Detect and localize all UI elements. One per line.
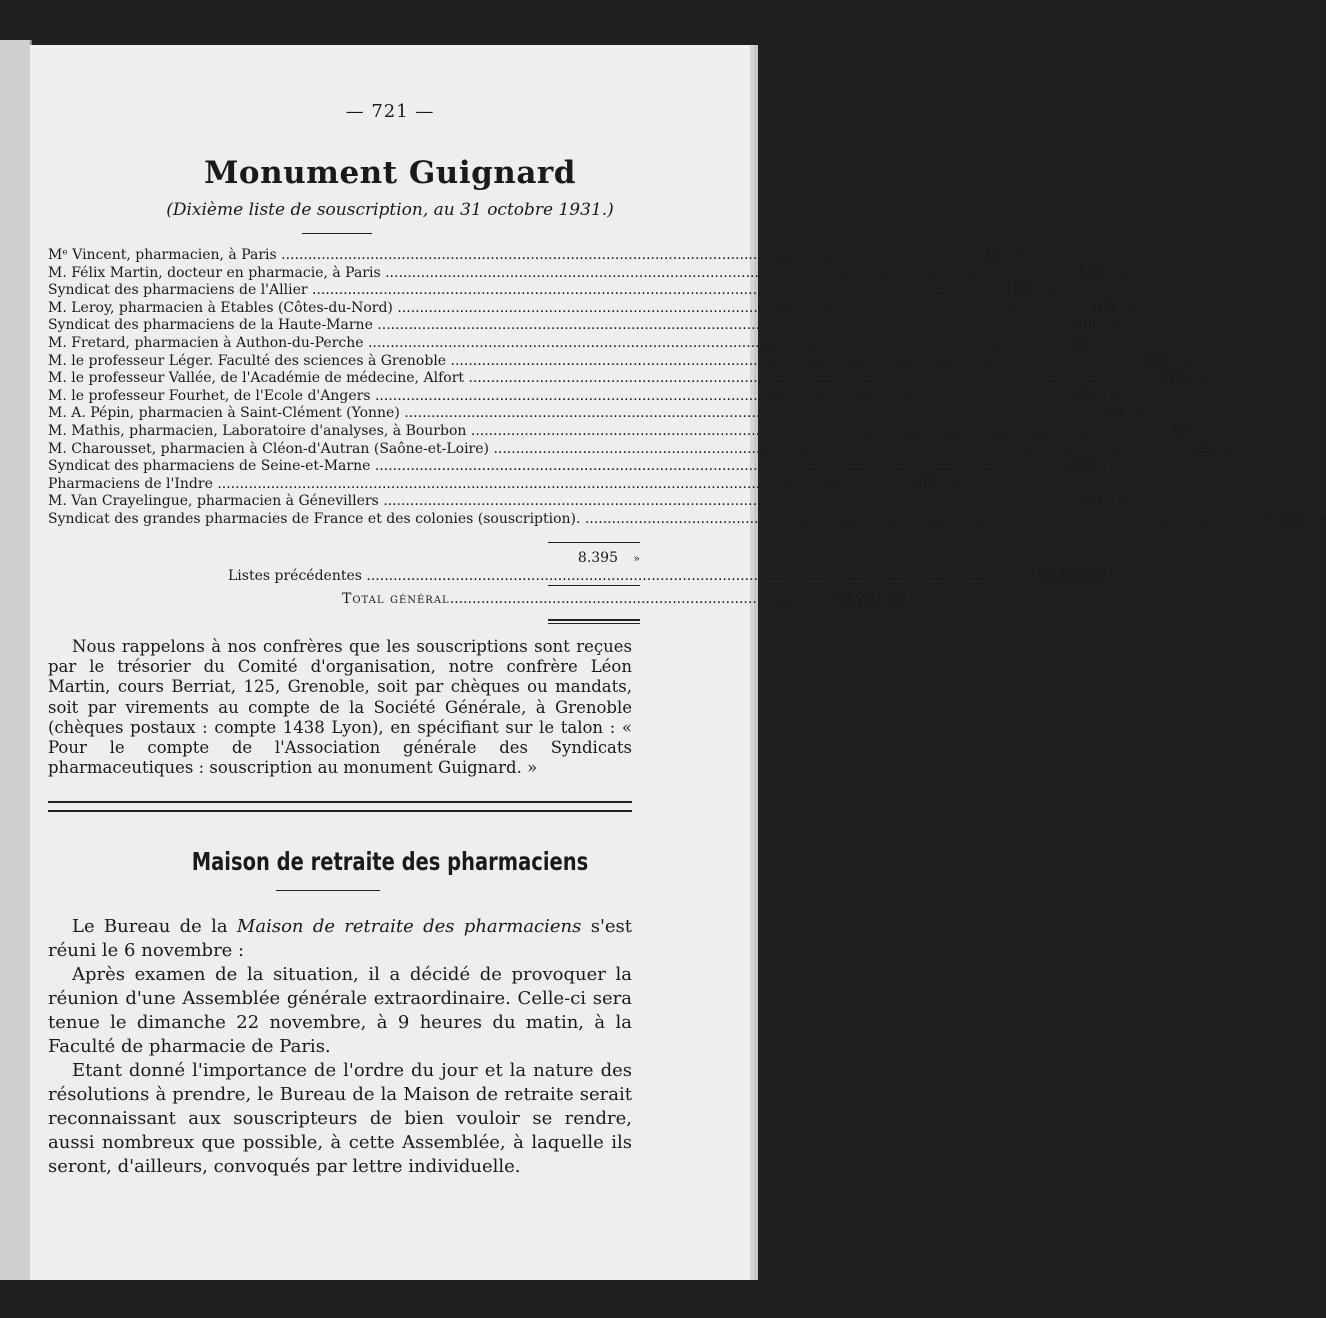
subscriber-name: Pharmaciens de l'Indre ..... [48, 476, 858, 494]
subscription-amount: 100 [1089, 299, 1117, 316]
subscription-row [48, 264, 1126, 283]
separator-top [48, 801, 632, 803]
subscription-row [48, 387, 1116, 406]
subscription-amount: 25 [1194, 440, 1213, 457]
subscription-unit: » [1319, 512, 1326, 526]
subscription-row [48, 317, 1119, 335]
subscriber-name: M. le professeur Fourhet, de l'Ecole d'Angers ..... [48, 388, 1016, 406]
subscription-amount: 50 [1084, 493, 1103, 510]
subscription-list [48, 247, 1326, 529]
subscription-amount: 100 [1077, 264, 1104, 281]
subscriber-name: M. Van Crayelingue, pharmacien à Génevillers ..... [48, 493, 1024, 511]
subscription-amount: 100 [1142, 352, 1170, 369]
subscription-unit: » [1204, 424, 1212, 438]
subscriber-name: M. Charousset, pharmacien à Cléon-d'Autran (Saône-et-Loire) ..... [48, 441, 1134, 459]
subscription-unit: » [1117, 495, 1125, 509]
total-cents: 30 [887, 591, 906, 608]
subscription-row [48, 475, 959, 494]
maison-paragraph-1: Le Bureau de la Maison de retraite des pharmaciens s'est réuni le 6 novembre : [48, 916, 633, 961]
subscription-unit: » [1109, 389, 1116, 403]
subscription-amount: 40 [982, 247, 1000, 263]
subscription-row [48, 458, 1116, 476]
subscriber-name: Mᵉ Vincent, pharmacien, à Paris ..... [48, 247, 922, 265]
subscription-amount: 30 [1105, 405, 1124, 422]
title-rule [302, 233, 372, 234]
maison-paragraph-2: Après examen de la situation, il a décidé de provoquer la réunion d'une Assemblée générale extraordinaire. Celle-ci sera tenue le dimanche 22 novembre, à 9 heures du matin, à la Faculté de pharmacie de Paris. [48, 964, 632, 1057]
subscription-unit: » [1119, 266, 1126, 280]
subscription-row [48, 247, 1022, 265]
total-amount: 68.221 [834, 591, 884, 608]
subscription-row [48, 334, 1109, 353]
subscription-amount: 200 [1066, 458, 1094, 475]
subscription-unit: » [1227, 442, 1235, 456]
subscription-amount: 100 [1004, 282, 1031, 299]
subscription-unit: » [1046, 284, 1053, 298]
subscriber-name: M. le professeur Vallée, de l'Académie de médecine, Alfort ..... [48, 370, 1109, 388]
total-rule-2 [548, 623, 640, 624]
subscriber-name: M. A. Pépin, pharmacien à Saint-Clément (Yonne) ..... [48, 405, 1045, 423]
subscription-row [48, 422, 1212, 441]
document-page [30, 45, 1326, 1280]
subscription-row [48, 352, 1192, 371]
subscriber-name: Syndicat des pharmaciens de l'Allier ..... [48, 282, 953, 300]
subscription-row [48, 282, 1053, 300]
subscription-row [48, 493, 1125, 511]
subscription-unit: » [1015, 249, 1022, 262]
subscription-amount: 20 [1068, 334, 1087, 351]
section-subtitle: (Dixième liste de souscription, au 31 octobre 1931.) [166, 200, 614, 220]
subscription-amount: 25 [1075, 387, 1094, 404]
subscriber-name: M. le professeur Léger. Faculté des sciences à Grenoble ..... [48, 353, 1091, 371]
subscription-row [48, 510, 1326, 529]
total-rule-1 [548, 619, 640, 621]
section-title-maison: Maison de retraite des pharmaciens [191, 847, 589, 876]
subscription-amount: 100 [1160, 370, 1188, 387]
subscription-amount: 60 [1171, 422, 1190, 439]
subscriber-name: Syndicat des grandes pharmacies de France et des colonies (souscription). ..... [48, 511, 1226, 529]
subscription-unit: » [1111, 319, 1119, 333]
totals-block [48, 550, 1108, 609]
subscription-row [48, 440, 1235, 459]
page-number: — 721 — [345, 101, 435, 122]
subscription-unit: » [1138, 407, 1146, 421]
subscription-amount: 7.145 [1263, 510, 1304, 527]
section-title-monument: Monument Guignard [204, 155, 576, 191]
subscription-notice: Nous rappelons à nos confrères que les souscriptions sont reçues par le trésorier du Comité d'organisation, notre confrère Léon Martin, cours Berriat, 125, Grenoble, soit par chèques ou mandats, soit par virements au compte de la Société Générale, à Grenoble (chèques postaux : compte 1438 Lyon), en spécifiant sur le talon : « Pour le compte de l'Association générale des Syndicats pharmaceutiques : souscription au monument Guignard. » [48, 637, 632, 778]
subtotal-row [48, 550, 640, 568]
separator-bottom [48, 810, 632, 812]
previous-row [48, 567, 1108, 586]
subscription-row [48, 405, 1146, 423]
maison-text [48, 915, 632, 1179]
title2-rule [276, 890, 380, 891]
subscription-unit: » [951, 477, 959, 491]
left-page-edge [0, 40, 32, 1280]
subscription-unit: » [1108, 460, 1116, 474]
total-label: Total général [342, 591, 450, 608]
subscription-amount: 100 [909, 475, 937, 492]
subscription-row [48, 299, 1139, 318]
total-row [48, 591, 906, 609]
previous-amount: 59.826 [1036, 567, 1086, 584]
subscriber-name: M. Leroy, pharmacien à Etables (Côtes-du-Nord) ..... [48, 300, 1038, 318]
subscription-row [48, 370, 1210, 388]
subscription-amount: 200 [1069, 317, 1097, 334]
previous-cents: 30 [1089, 567, 1108, 584]
subtotal-rule [548, 542, 640, 543]
subtotal-amount: 8.395 [577, 550, 618, 566]
subscriber-name: Syndicat des pharmaciens de la Haute-Marne ..... [48, 317, 1018, 335]
subscriber-name: M. Mathis, pharmacien, Laboratoire d'analyses, à Bourbon ..... [48, 423, 1112, 441]
subscriber-name: M. Félix Martin, docteur en pharmacie, à Paris ..... [48, 265, 1026, 283]
maison-paragraph-3: Etant donné l'importance de l'ordre du jour et la nature des résolutions à prendre, le Bureau de la Maison de retraite serait reconnaissant aux souscripteurs de bien vouloir se rendre, aussi nombreux que possible, à cette Assemblée, à laquelle ils seront, d'ailleurs, convoqués par lettre individuelle. [48, 1060, 632, 1177]
subscription-unit: » [1102, 336, 1109, 350]
subtotal-unit: » [633, 552, 640, 565]
subscription-unit: » [1184, 354, 1192, 368]
subscription-unit: » [1131, 301, 1139, 315]
subscriber-name: M. Fretard, pharmacien à Authon-du-Perche ..... [48, 335, 1009, 353]
subscription-unit: » [1202, 372, 1210, 386]
subscriber-name: Syndicat des pharmaciens de Seine-et-Marne ..... [48, 458, 1016, 476]
previous-label: Listes précédentes ..... [228, 568, 1007, 586]
